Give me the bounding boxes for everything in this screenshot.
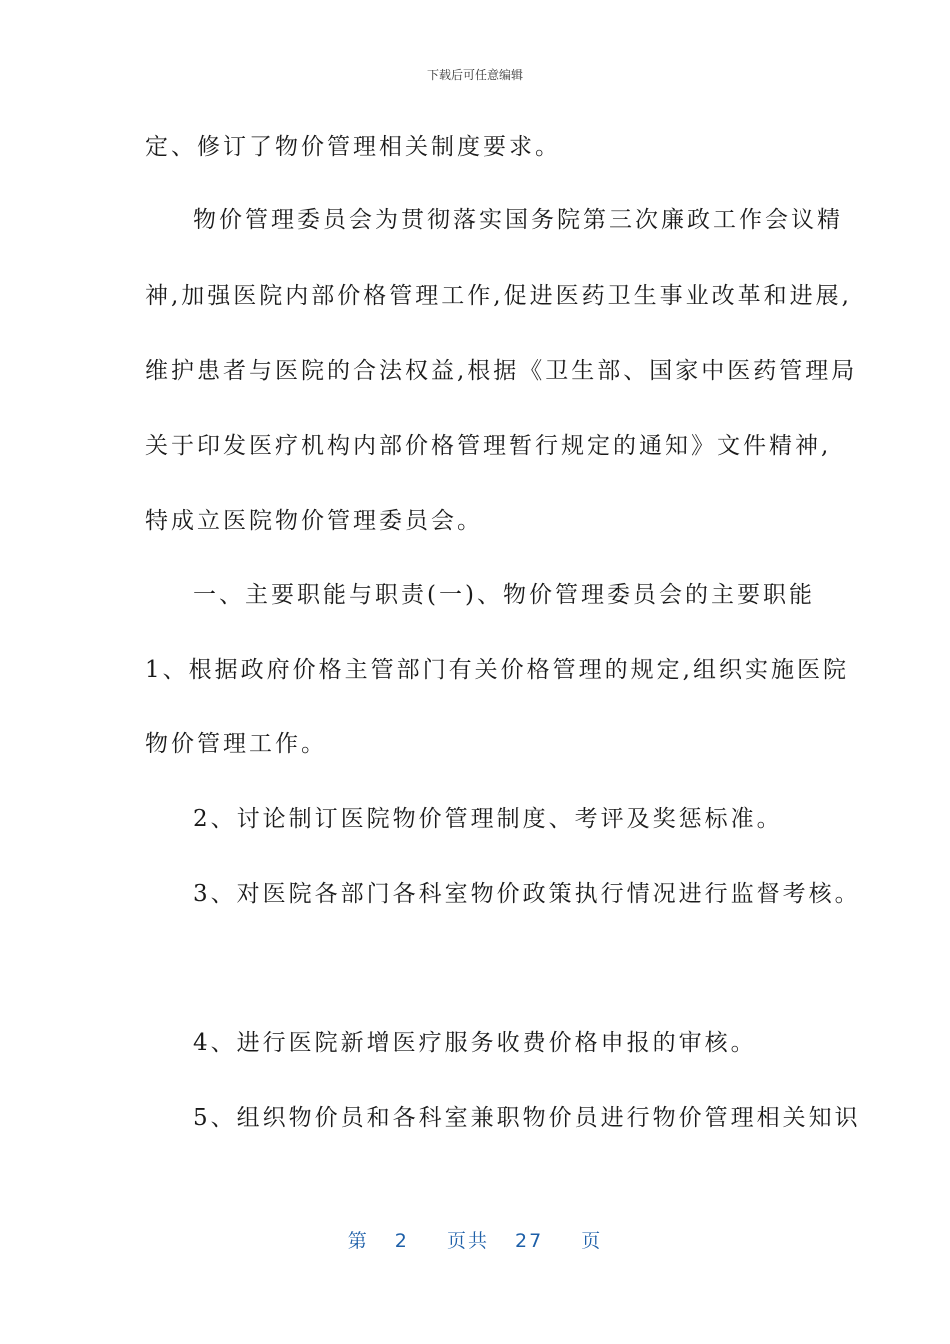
list-item-line: 物价管理工作。: [145, 731, 327, 757]
paragraph-line: 关于印发医疗机构内部价格管理暂行规定的通知》文件精神,: [145, 433, 832, 459]
total-pages-number: 27: [515, 1230, 544, 1252]
paragraph-line: 特成立医院物价管理委员会。: [145, 508, 483, 534]
paragraph-line: 维护患者与医院的合法权益,根据《卫生部、国家中医药管理局: [145, 358, 858, 384]
section-heading-line: 一、主要职能与职责(一)、物价管理委员会的主要职能: [193, 582, 815, 608]
header-note: 下载后可任意编辑: [426, 68, 523, 82]
list-item-line: 1、根据政府价格主管部门有关价格管理的规定,组织实施医院: [145, 657, 849, 683]
page-number-footer: [0, 1226, 950, 1253]
list-item-line: 3、对医院各部门各科室物价政策执行情况进行监督考核。: [193, 881, 861, 907]
paragraph-line: 神,加强医院内部价格管理工作,促进医药卫生事业改革和进展,: [145, 283, 852, 309]
page-prefix: 第: [347, 1230, 369, 1252]
page-middle-text: 页共: [446, 1230, 489, 1252]
paragraph-line: 定、修订了物价管理相关制度要求。: [145, 134, 561, 160]
list-item-line: 5、组织物价员和各科室兼职物价员进行物价管理相关知识: [193, 1105, 861, 1131]
paragraph-line: 物价管理委员会为贯彻落实国务院第三次廉政工作会议精: [193, 207, 843, 233]
list-item-line: 4、进行医院新增医疗服务收费价格申报的审核。: [193, 1030, 757, 1056]
page-suffix: 页: [581, 1230, 603, 1252]
current-page-number: 2: [394, 1230, 409, 1252]
list-item-line: 2、讨论制订医院物价管理制度、考评及奖惩标准。: [193, 806, 783, 832]
